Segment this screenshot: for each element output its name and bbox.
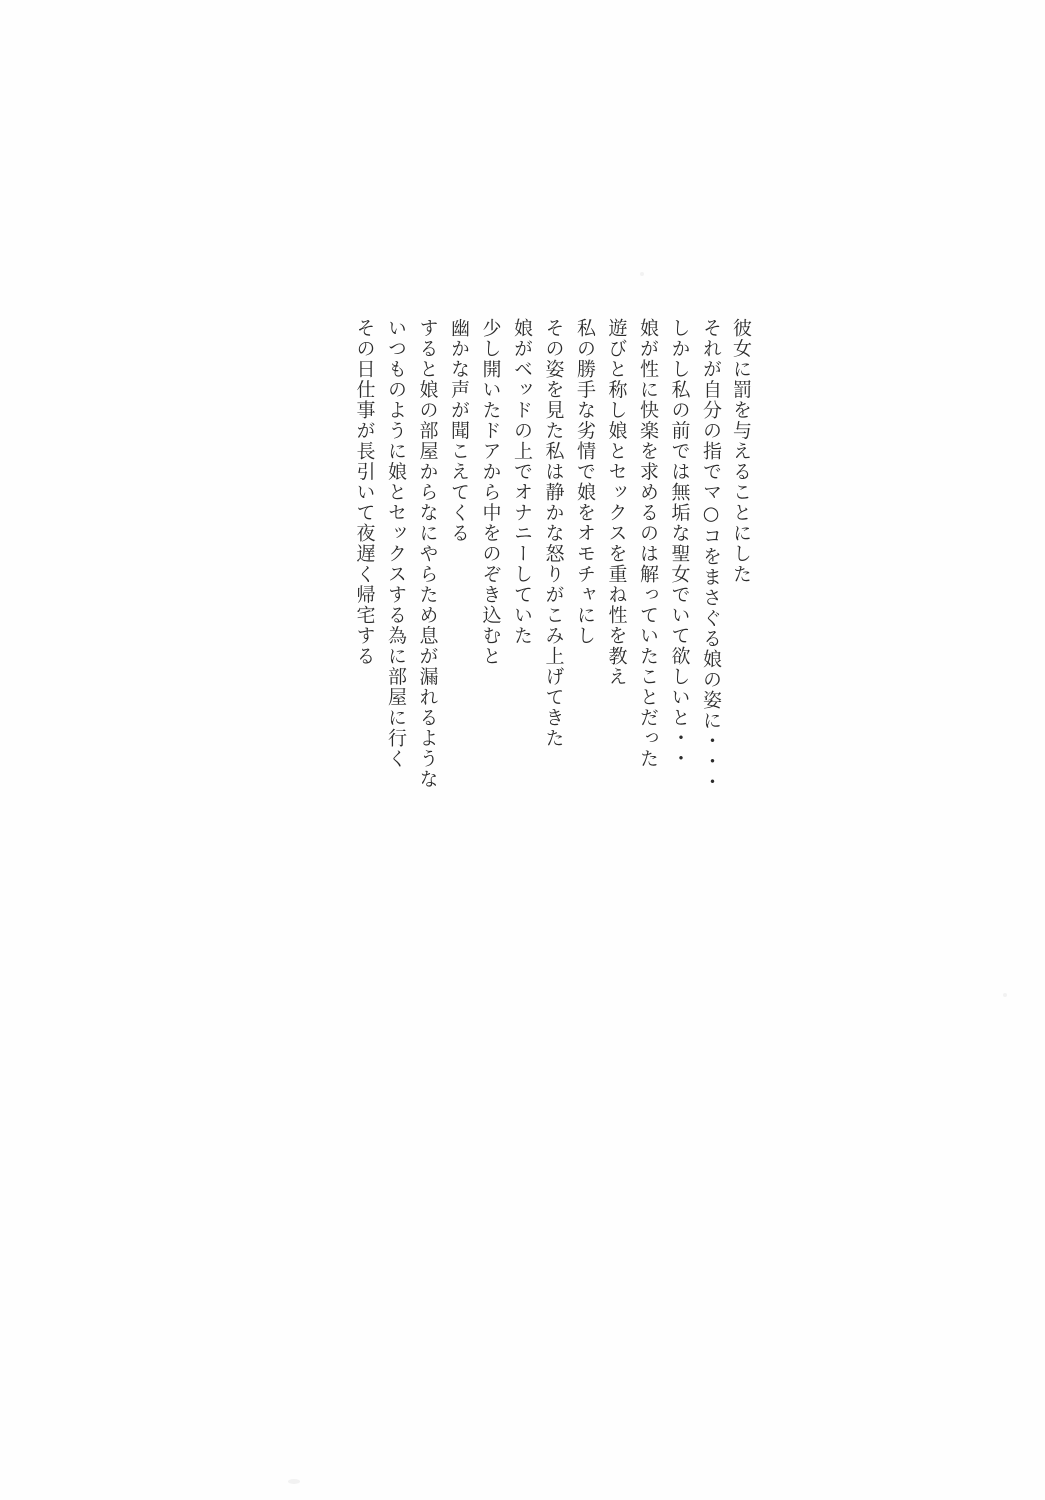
paper-blemish [1003, 993, 1007, 997]
text-column: その姿を見た私は静かな怒りがこみ上げてきた [542, 318, 565, 749]
text-column: 彼女に罰を与えることにした [730, 318, 752, 585]
text-column: 幽かな声が聞こえてくる [448, 318, 470, 544]
text-column: しかし私の前では無垢な聖女でいて欲しいと・・ [668, 318, 691, 769]
text-column: 娘がベッドの上でオナニーしていた [511, 318, 533, 646]
paper-blemish [288, 1479, 300, 1484]
story-paragraph-primary [355, 318, 721, 838]
paper-blemish [640, 272, 644, 276]
story-paragraph-secondary [731, 318, 750, 838]
text-column: その日仕事が長引いて夜遅く帰宅する [353, 318, 376, 667]
text-column: いつものように娘とセックスする為に部屋に行く [385, 318, 407, 769]
text-column: 娘が性に快楽を求めるのは解っていたことだった [637, 318, 659, 769]
text-column: 少し開いたドアから中をのぞき込むと [479, 318, 502, 667]
text-column: すると娘の部屋からなにやらため息が漏れるような [416, 318, 439, 790]
text-column: 遊びと称し娘とセックスを重ね性を教え [605, 318, 628, 687]
text-column: 私の勝手な劣情で娘をオモチャにし [574, 318, 596, 646]
text-column: それが自分の指でマ○コをまさぐる娘の姿に・・・ [700, 318, 722, 793]
